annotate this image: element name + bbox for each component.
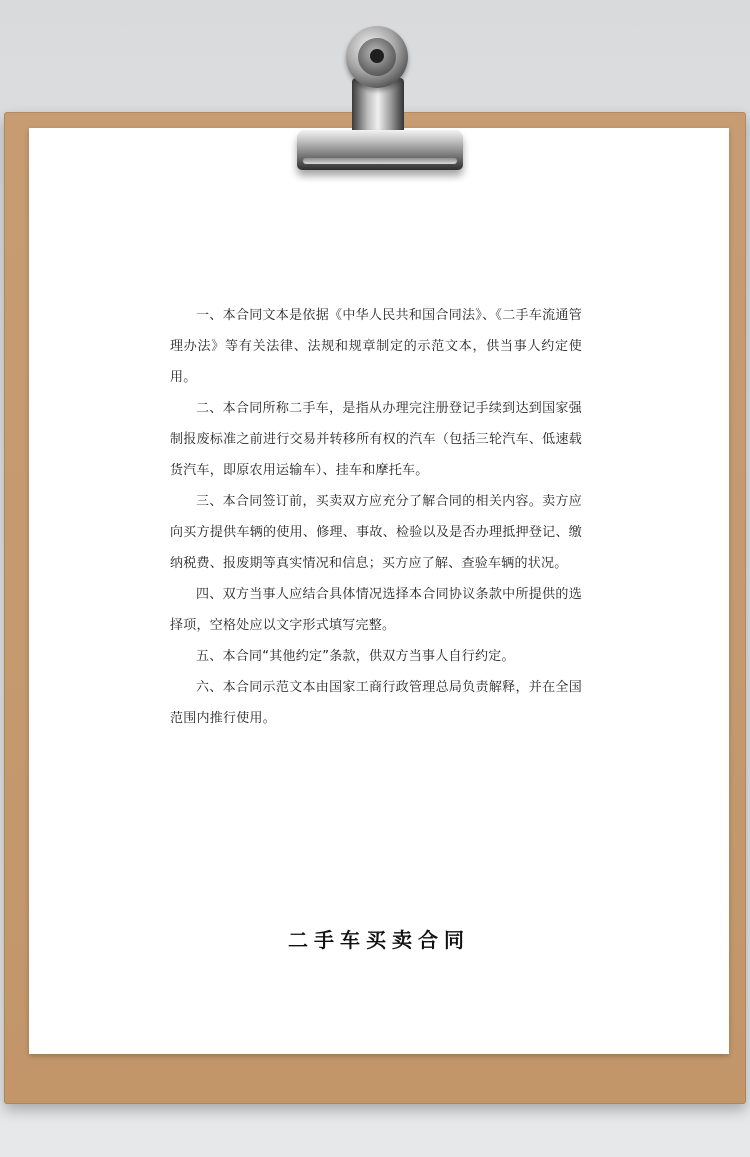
clause-2: 二、本合同所称二手车，是指从办理完注册登记手续到达到国家强制报废标准之前进行交易并转移所有权的汽车（包括三轮汽车、低速载货汽车，即原农用运输车）、挂车和摩托车。: [170, 401, 582, 478]
clause-3: 三、本合同签订前，买卖双方应充分了解合同的相关内容。卖方应向买方提供车辆的使用、修理、事故、检验以及是否办理抵押登记、缴纳税费、报废期等真实情况和信息；买方应了解、查验车辆的状况。: [170, 494, 582, 571]
contract-paper: [29, 128, 729, 1054]
binder-clip: [297, 130, 463, 170]
clause-6: 六、本合同示范文本由国家工商行政管理总局负责解释，并在全国范围内推行使用。: [170, 680, 582, 726]
contract-notes: [170, 300, 582, 734]
clip-edge: [303, 158, 457, 164]
clause-4: 四、双方当事人应结合具体情况选择本合同协议条款中所提供的选择项，空格处应以文字形式填写完整。: [170, 587, 582, 633]
clip-ring-hole: [370, 49, 384, 63]
contract-title: 二手车买卖合同: [288, 928, 470, 952]
clause-5: 五、本合同“其他约定”条款，供双方当事人自行约定。: [196, 649, 515, 664]
binder-clip-ring: [346, 26, 408, 88]
clause-1: 一、本合同文本是依据《中华人民共和国合同法》、《二手车流通管理办法》等有关法律、法规和规章制定的示范文本，供当事人约定使用。: [170, 308, 582, 385]
